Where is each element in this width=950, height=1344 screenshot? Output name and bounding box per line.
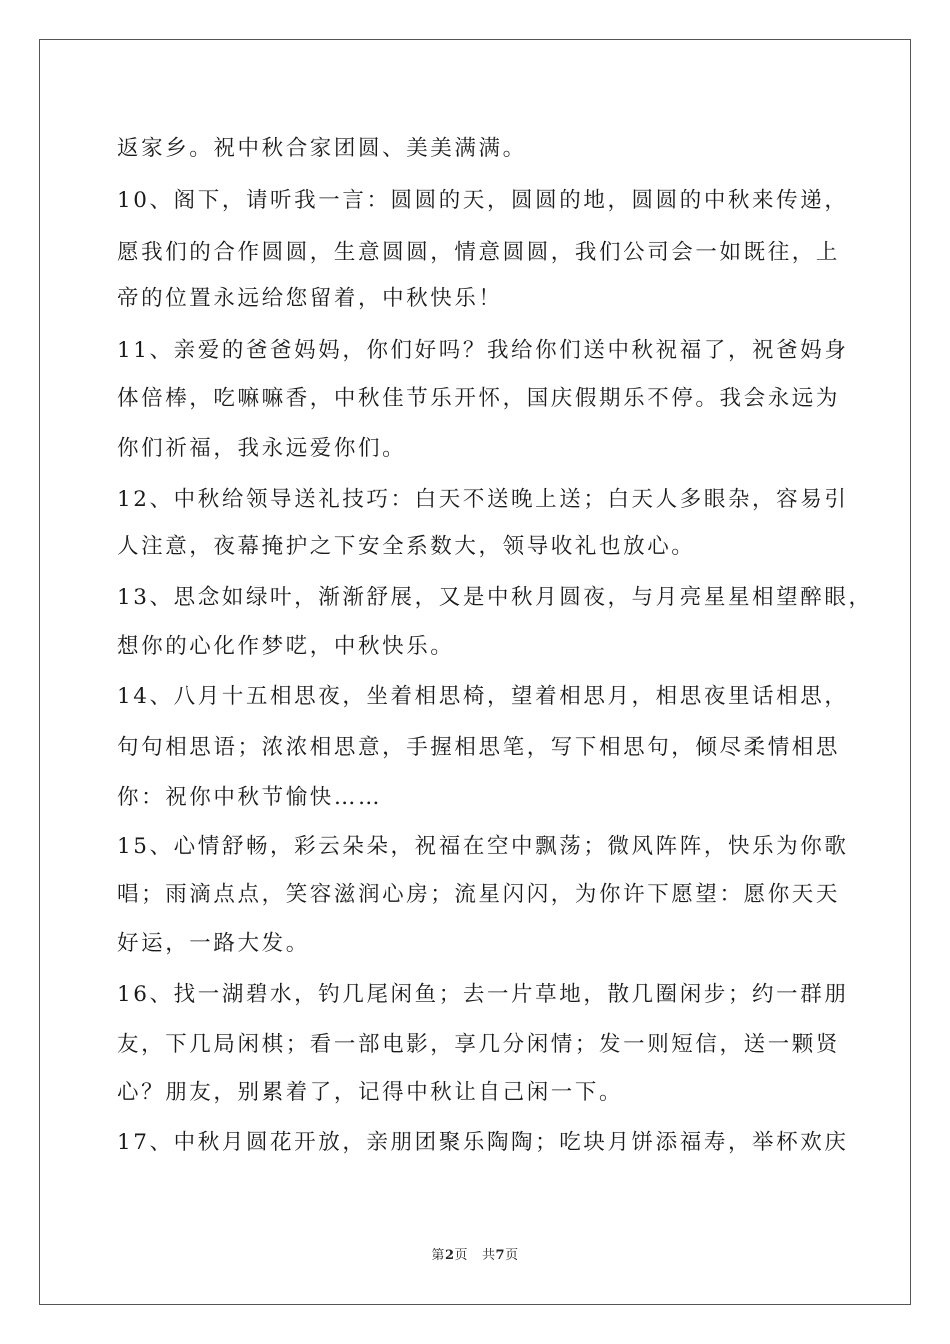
- text-line: 11、亲爱的爸爸妈妈，你们好吗？我给你们送中秋祝福了，祝爸妈身: [117, 338, 849, 363]
- text-line: 10、阁下，请听我一言：圆圆的天，圆圆的地，圆圆的中秋来传递，: [117, 188, 849, 213]
- text-line: 你们祈福，我永远爱你们。: [117, 436, 407, 461]
- page-footer: [0, 1247, 950, 1265]
- page-total: 共7页: [482, 1248, 519, 1263]
- text-line: 心？朋友，别累着了，记得中秋让自己闲一下。: [117, 1080, 624, 1105]
- text-line: 友，下几局闲棋；看一部电影，享几分闲情；发一则短信，送一颗贤: [117, 1032, 841, 1057]
- text-line: 体倍棒，吃嘛嘛香，中秋佳节乐开怀，国庆假期乐不停。我会永远为: [117, 386, 841, 411]
- text-line: 14、八月十五相思夜，坐着相思椅，望着相思月，相思夜里话相思，: [117, 684, 849, 709]
- text-line: 好运，一路大发。: [117, 931, 310, 956]
- text-line: 想你的心化作梦呓，中秋快乐。: [117, 634, 455, 659]
- text-line: 13、思念如绿叶，渐渐舒展，又是中秋月圆夜，与月亮星星相望醉眼，: [117, 585, 873, 610]
- text-line: 你：祝你中秋节愉快……: [117, 785, 383, 810]
- text-line: 16、找一湖碧水，钓几尾闲鱼；去一片草地，散几圈闲步；约一群朋: [117, 982, 849, 1007]
- text-line: 愿我们的合作圆圆，生意圆圆，情意圆圆，我们公司会一如既往，上: [117, 240, 841, 265]
- text-line: 15、心情舒畅，彩云朵朵，祝福在空中飘荡；微风阵阵，快乐为你歌: [117, 834, 849, 859]
- text-line: 返家乡。祝中秋合家团圆、美美满满。: [117, 136, 527, 161]
- text-line: 唱；雨滴点点，笑容滋润心房；流星闪闪，为你许下愿望：愿你天天: [117, 882, 841, 907]
- text-line: 12、中秋给领导送礼技巧：白天不送晚上送；白天人多眼杂，容易引: [117, 487, 849, 512]
- page-border: [39, 39, 911, 1305]
- page-number: 第2页: [431, 1248, 468, 1263]
- text-line: 人注意，夜幕掩护之下安全系数大，领导收礼也放心。: [117, 534, 696, 559]
- text-line: 帝的位置永远给您留着，中秋快乐！: [117, 286, 503, 311]
- text-line: 句句相思语；浓浓相思意，手握相思笔，写下相思句，倾尽柔情相思: [117, 735, 841, 760]
- text-line: 17、中秋月圆花开放，亲朋团聚乐陶陶；吃块月饼添福寿，举杯欢庆: [117, 1130, 849, 1155]
